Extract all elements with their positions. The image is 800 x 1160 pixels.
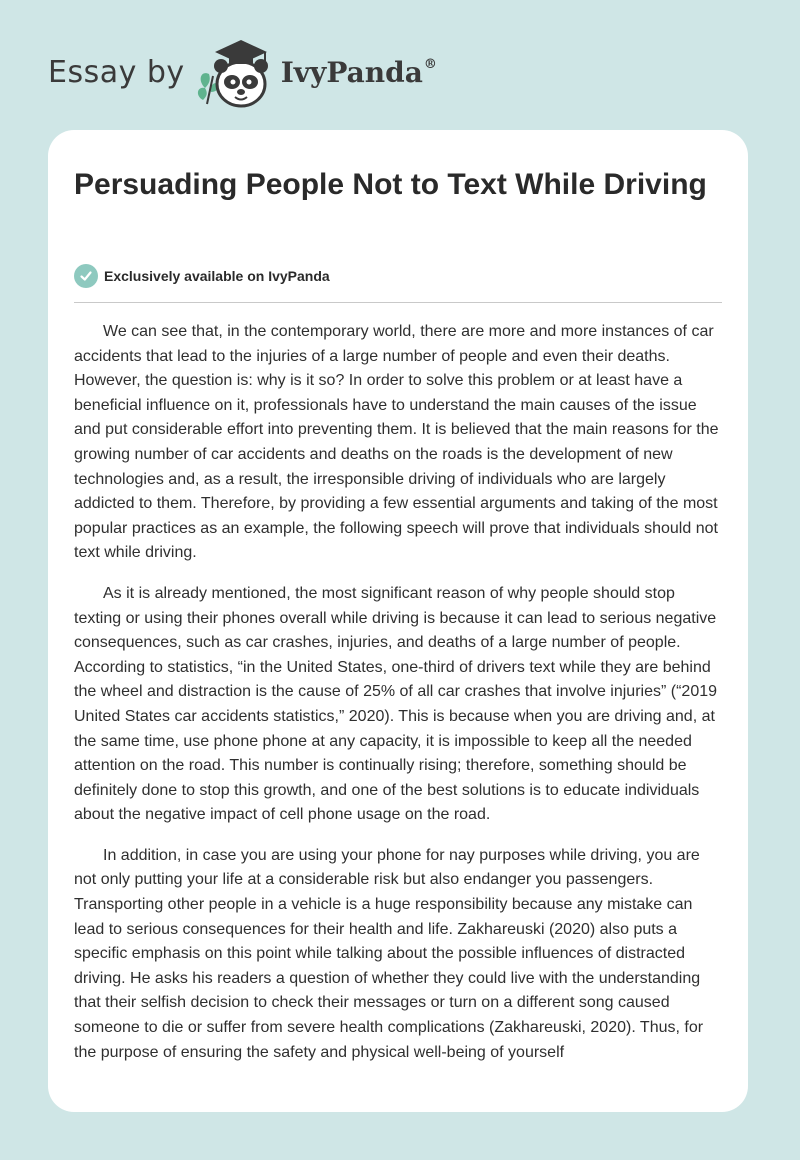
panda-graduate-icon[interactable] [195,30,277,115]
exclusive-badge [74,264,330,288]
brand-logo-text[interactable] [281,56,437,89]
essay-card [48,130,748,1112]
essay-paragraph: As it is already mentioned, the most significant reason of why people should stop texting or using their phones overall while driving is because it can lead to serious negative consequences, such as car crashes, injuries, and deaths of a large number of people. According to statistics, “in the United States, one-third of drivers text while they are behind the wheel and distraction is the cause of 25% of all car crashes that involve injuries” (“2019 United States car accidents statistics,” 2020). This is because when you are driving and, at the same time, use phone phone at any capacity, it is impossible to keep all the needed attention on the road. This number is continually rising; therefore, something should be definitely done to stop this growth, and one of the best solutions is to educate individuals about the negative impact of cell phone usage on the road. [74,584,718,824]
essay-paragraph: In addition, in case you are using your phone for nay purposes while driving, you are not only putting your life at a considerable risk but also endanger you passengers. Transporting other people in a vehicle is a huge responsibility because any mistake can lead to serious consequences for their health and life. Zakhareuski (2020) also puts a specific emphasis on this point while talking about the possible influences of distracted driving. He asks his readers a question of whether they could live with the understanding that their selfish decision to check their messages or turn on a different song caused someone to die or suffer from severe health complications (Zakhareuski, 2020). Thus, for the purpose of ensuring the safety and physical well-being of yourself [74,846,704,1061]
brand-name: IvyPanda [280,55,423,89]
essay-paragraph: We can see that, in the contemporary world, there are more and more instances of car accidents that lead to the injuries of a large number of people and even their deaths. However, the question is: why is it so? In order to solve this problem or at least have a beneficial influence on it, professionals have to understand the main causes of the issue and put considerable effort into preventing them. It is believed that the main reasons for the growing number of car accidents and deaths on the roads is the development of new technologies and, as a result, the irresponsible driving of individuals who are largely addicted to them. Therefore, by providing a few essential arguments and taking of the most popular practices as an example, the following speech will prove that individuals should not text while driving. [74,323,719,562]
site-header [48,32,437,112]
divider [74,302,722,303]
check-icon [74,264,98,288]
exclusive-badge-text: Exclusively available on IvyPanda [104,268,330,284]
essay-title: Persuading People Not to Text While Driving [74,168,707,201]
registered-mark: ® [423,56,437,72]
essay-by-label: Essay by [48,54,185,90]
essay-body [74,320,726,1081]
